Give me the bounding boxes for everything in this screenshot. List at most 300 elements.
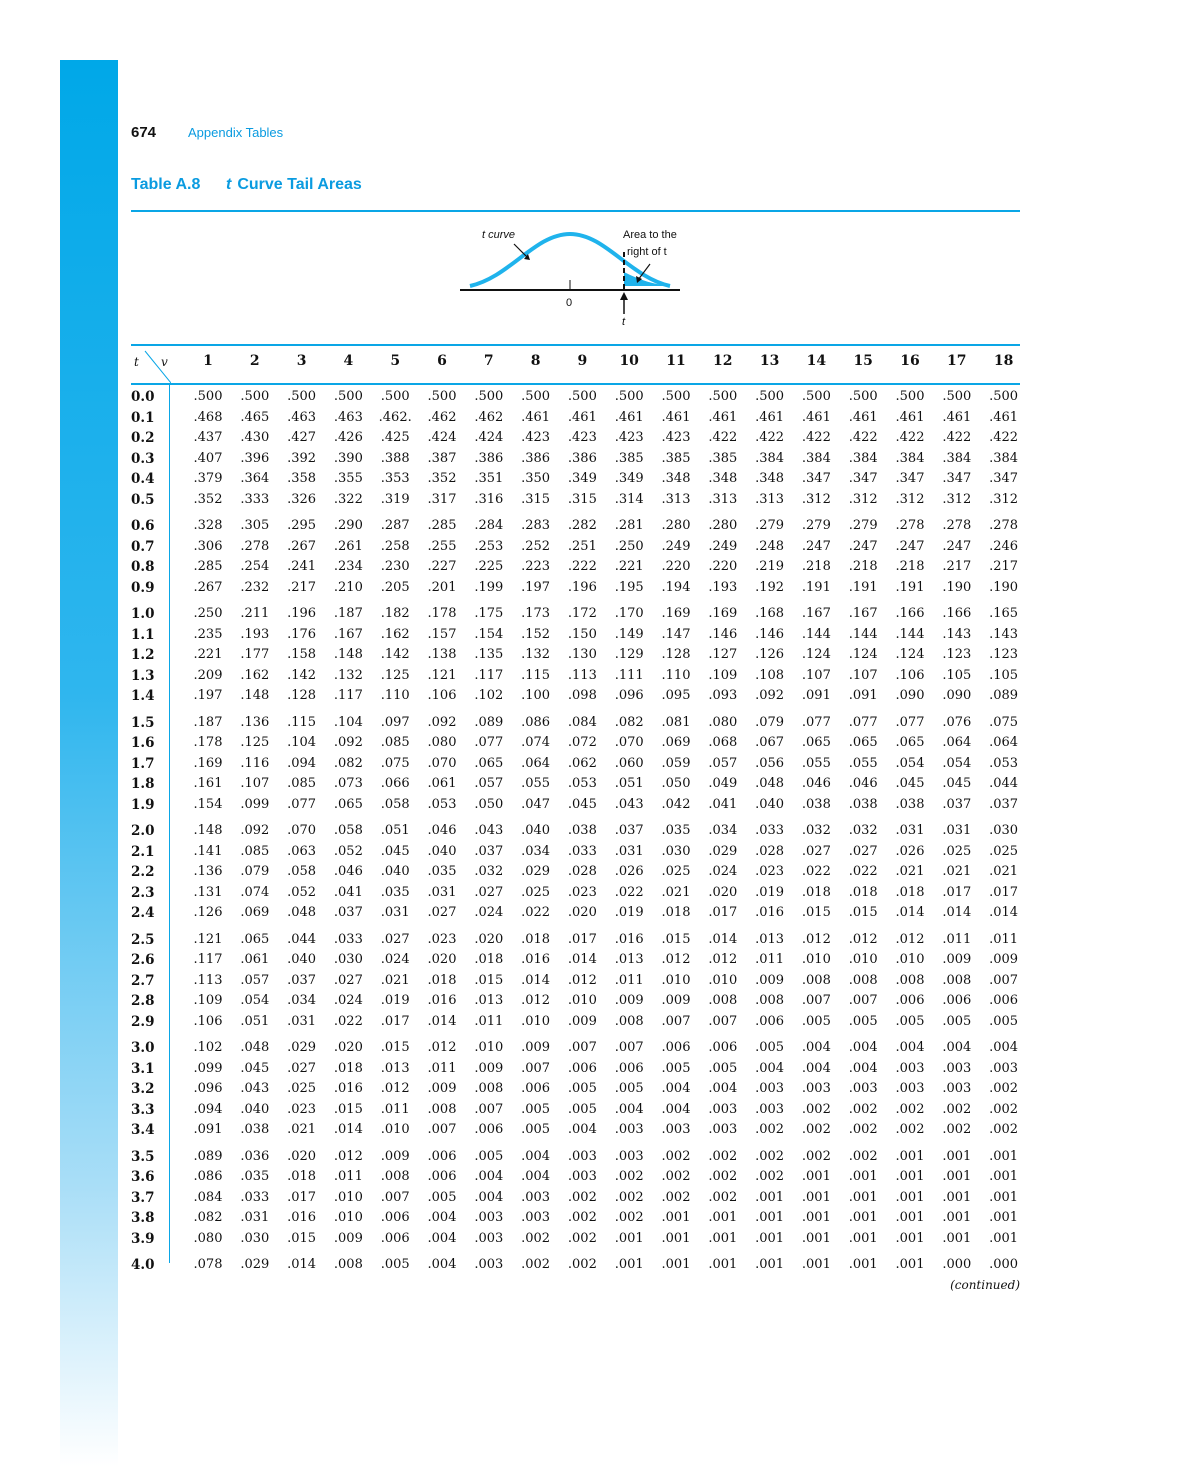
table-cell: .068 <box>708 735 738 750</box>
table-cell: .005 <box>380 1257 410 1272</box>
table-cell: .025 <box>942 843 972 859</box>
table-cell: .006 <box>614 1060 644 1076</box>
table-cell: .003 <box>614 1122 644 1137</box>
table-cell: .105 <box>989 667 1019 683</box>
table-cell: .126 <box>193 905 223 920</box>
table-cell: .326 <box>287 491 317 507</box>
table-cell: .001 <box>708 1257 738 1272</box>
table-cell: .001 <box>895 1189 925 1205</box>
table-cell: .178 <box>193 735 223 750</box>
table-cell: .032 <box>848 823 878 838</box>
table-cell: .172 <box>567 606 597 621</box>
table-cell: .081 <box>661 714 691 730</box>
table-cell: .040 <box>287 952 317 967</box>
table-cell: .089 <box>989 688 1019 703</box>
table-cell: .143 <box>942 626 972 642</box>
table-cell: .250 <box>614 538 644 554</box>
table-cell: .385 <box>708 450 738 466</box>
table-cell: .423 <box>614 430 644 445</box>
table-row <box>131 430 1020 451</box>
table-cell: .070 <box>614 735 644 750</box>
table-cell: .055 <box>848 755 878 771</box>
t-value: 2.0 <box>131 823 155 839</box>
table-cell: .084 <box>193 1189 223 1205</box>
table-cell: .105 <box>942 667 972 683</box>
area-label-line1: Area to the <box>623 229 677 241</box>
table-cell: .077 <box>848 714 878 730</box>
df-header-14: 14 <box>806 353 827 369</box>
table-cell: .014 <box>989 905 1019 920</box>
table-cell: .190 <box>942 579 972 595</box>
table-cell: .003 <box>614 1148 644 1164</box>
table-cell: .004 <box>661 1081 691 1096</box>
table-cell: .113 <box>567 667 597 683</box>
table-cell: .038 <box>848 796 878 812</box>
table-cell: .314 <box>614 491 644 507</box>
table-cell: .046 <box>848 776 878 791</box>
table-cell: .141 <box>193 843 223 859</box>
t-value: 2.6 <box>131 952 155 968</box>
table-cell: .422 <box>989 430 1019 445</box>
table-cell: .004 <box>474 1189 504 1205</box>
table-title-text: Curve Tail Areas <box>237 176 362 193</box>
curve-label: t curve <box>482 229 516 241</box>
table-cell: .010 <box>333 1210 363 1225</box>
table-cell: .006 <box>427 1148 457 1164</box>
table-cell: .500 <box>989 389 1019 404</box>
table-cell: .079 <box>240 864 270 879</box>
continued-note: (continued) <box>950 1278 1020 1292</box>
table-cell: .003 <box>661 1122 691 1137</box>
table-cell: .019 <box>380 993 410 1008</box>
t-value: 0.0 <box>131 389 155 405</box>
table-row <box>131 844 1020 865</box>
table-cell: .004 <box>427 1210 457 1225</box>
t-label: t <box>622 316 626 328</box>
table-cell: .142 <box>380 647 410 662</box>
table-row <box>131 580 1020 601</box>
table-cell: .252 <box>521 538 551 554</box>
t-value: 3.2 <box>131 1081 155 1097</box>
table-cell: .002 <box>895 1101 925 1117</box>
table-cell: .123 <box>989 647 1019 662</box>
table-cell: .317 <box>427 491 457 507</box>
table-cell: .004 <box>895 1040 925 1055</box>
table-cell: .032 <box>801 823 831 838</box>
table-cell: .461 <box>567 409 597 425</box>
table-cell: .255 <box>427 538 457 554</box>
df-header-2: 2 <box>249 353 260 369</box>
table-cell: .045 <box>942 776 972 791</box>
table-cell: .046 <box>801 776 831 791</box>
table-cell: .000 <box>989 1257 1019 1272</box>
table-cell: .008 <box>895 972 925 988</box>
table-cell: .125 <box>240 735 270 750</box>
table-cell: .004 <box>614 1101 644 1117</box>
table-cell: .002 <box>661 1169 691 1184</box>
table-cell: .021 <box>287 1122 317 1137</box>
table-cell: .017 <box>380 1013 410 1029</box>
table-cell: .127 <box>708 647 738 662</box>
table-cell: .500 <box>661 389 691 404</box>
table-cell: .128 <box>287 688 317 703</box>
table-cell: .003 <box>567 1169 597 1184</box>
table-cell: .004 <box>521 1148 551 1164</box>
table-cell: .136 <box>240 714 270 730</box>
table-cell: .001 <box>848 1230 878 1246</box>
table-cell: .218 <box>895 559 925 574</box>
t-value: 3.7 <box>131 1189 155 1206</box>
table-row <box>131 885 1020 906</box>
table-cell: .013 <box>614 952 644 967</box>
table-cell: .085 <box>380 735 410 750</box>
table-cell: .069 <box>240 905 270 920</box>
t-value: 1.1 <box>131 626 155 643</box>
table-cell: .384 <box>895 450 925 466</box>
table-cell: .008 <box>801 972 831 988</box>
table-cell: .007 <box>380 1189 410 1205</box>
table-cell: .348 <box>755 471 785 486</box>
table-cell: .001 <box>895 1210 925 1225</box>
table-cell: .461 <box>755 409 785 425</box>
table-cell: .082 <box>193 1210 223 1225</box>
table-cell: .316 <box>474 491 504 507</box>
table-cell: .022 <box>521 905 551 920</box>
table-cell: .384 <box>755 450 785 466</box>
df-header-12: 12 <box>713 353 733 369</box>
table-row <box>131 973 1020 994</box>
t-value: 0.4 <box>131 471 155 487</box>
table-cell: .007 <box>521 1060 551 1076</box>
table-cell: .003 <box>848 1081 878 1096</box>
table-cell: .061 <box>240 952 270 967</box>
table-cell: .012 <box>380 1081 410 1096</box>
table-cell: .167 <box>333 626 363 642</box>
t-value: 2.3 <box>131 884 155 901</box>
table-cell: .128 <box>661 647 691 662</box>
table-cell: .005 <box>848 1013 878 1029</box>
table-cell: .001 <box>755 1189 785 1205</box>
t-value: 1.5 <box>131 714 155 731</box>
table-row <box>131 1149 1020 1170</box>
t-value: 0.8 <box>131 559 155 575</box>
table-row <box>131 647 1020 668</box>
table-cell: .422 <box>755 430 785 445</box>
table-cell: .355 <box>333 471 363 486</box>
df-header-15: 15 <box>853 353 873 369</box>
table-cell: .050 <box>474 796 504 812</box>
t-value: 3.9 <box>131 1230 155 1247</box>
table-cell: .085 <box>240 843 270 859</box>
table-cell: .010 <box>567 993 597 1008</box>
table-cell: .349 <box>614 471 644 486</box>
table-cell: .074 <box>240 884 270 900</box>
table-cell: .279 <box>801 518 831 533</box>
table-cell: .117 <box>474 667 504 683</box>
table-cell: .117 <box>333 688 363 703</box>
table-cell: .086 <box>521 714 551 730</box>
table-cell: .052 <box>333 843 363 859</box>
table-cell: .287 <box>380 518 410 533</box>
table-cell: .100 <box>521 688 551 703</box>
table-cell: .003 <box>474 1230 504 1246</box>
table-cell: .029 <box>287 1040 317 1055</box>
table-cell: .002 <box>942 1101 972 1117</box>
table-cell: .030 <box>333 952 363 967</box>
table-cell: .080 <box>427 735 457 750</box>
table-row <box>131 627 1020 648</box>
table-cell: .005 <box>474 1148 504 1164</box>
table-cell: .003 <box>755 1081 785 1096</box>
table-cell: .284 <box>474 518 504 533</box>
table-cell: .072 <box>567 735 597 750</box>
t-arrow-head <box>620 292 628 300</box>
table-cell: .005 <box>895 1013 925 1029</box>
table-cell: .003 <box>474 1257 504 1272</box>
table-cell: .009 <box>427 1081 457 1096</box>
table-cell: .001 <box>895 1169 925 1184</box>
table-cell: .461 <box>848 409 878 425</box>
table-cell: .056 <box>755 755 785 771</box>
table-cell: .217 <box>989 559 1019 574</box>
table-cell: .029 <box>240 1257 270 1272</box>
table-cell: .016 <box>333 1081 363 1096</box>
table-cell: .154 <box>474 626 504 642</box>
table-cell: .014 <box>895 905 925 920</box>
t-value: 0.6 <box>131 518 155 534</box>
table-cell: .250 <box>193 606 223 621</box>
table-cell: .085 <box>287 776 317 791</box>
table-cell: .154 <box>193 796 223 812</box>
table-cell: .097 <box>380 714 410 730</box>
table-cell: .500 <box>333 389 363 404</box>
table-cell: .315 <box>567 491 597 507</box>
table-cell: .267 <box>287 538 317 554</box>
table-cell: .348 <box>661 471 691 486</box>
table-cell: .147 <box>661 626 691 642</box>
table-cell: .015 <box>333 1101 363 1117</box>
table-cell: .027 <box>474 884 504 900</box>
table-cell: .094 <box>193 1101 223 1117</box>
table-cell: .005 <box>521 1122 551 1137</box>
table-cell: .166 <box>942 606 972 621</box>
table-cell: .279 <box>848 518 878 533</box>
table-cell: .020 <box>567 905 597 920</box>
table-cell: .001 <box>942 1169 972 1184</box>
table-cell: .017 <box>287 1189 317 1205</box>
table-cell: .006 <box>895 993 925 1008</box>
table-cell: .258 <box>380 538 410 554</box>
table-cell: .012 <box>801 931 831 947</box>
table-cell: .002 <box>895 1122 925 1137</box>
table-cell: .002 <box>848 1101 878 1117</box>
table-cell: .001 <box>661 1210 691 1225</box>
table-cell: .048 <box>240 1040 270 1055</box>
table-cell: .011 <box>380 1101 410 1117</box>
table-cell: .003 <box>942 1060 972 1076</box>
table-cell: .500 <box>895 389 925 404</box>
table-cell: .313 <box>661 491 691 507</box>
table-cell: .007 <box>801 993 831 1008</box>
t-value: 3.8 <box>131 1210 155 1226</box>
table-cell: .011 <box>755 952 785 967</box>
table-cell: .065 <box>895 735 925 750</box>
table-cell: .002 <box>801 1148 831 1164</box>
table-cell: .167 <box>801 606 831 621</box>
table-cell: .313 <box>708 491 738 507</box>
table-cell: .352 <box>193 491 223 507</box>
t-value: 3.4 <box>131 1122 155 1138</box>
table-cell: .190 <box>989 579 1019 595</box>
table-cell: .023 <box>755 864 785 879</box>
table-cell: .016 <box>614 931 644 947</box>
table-cell: .312 <box>848 491 878 507</box>
table-cell: .017 <box>708 905 738 920</box>
table-cell: .001 <box>801 1257 831 1272</box>
table-cell: .500 <box>240 389 270 404</box>
table-cell: .038 <box>567 823 597 838</box>
table-cell: .090 <box>895 688 925 703</box>
table-cell: .002 <box>755 1122 785 1137</box>
table-cell: .500 <box>287 389 317 404</box>
table-cell: .285 <box>427 518 457 533</box>
table-cell: .037 <box>989 796 1019 812</box>
table-cell: .065 <box>474 755 504 771</box>
table-cell: .422 <box>848 430 878 445</box>
table-cell: .025 <box>661 864 691 879</box>
table-cell: .014 <box>942 905 972 920</box>
table-cell: .003 <box>895 1060 925 1076</box>
zero-label: 0 <box>566 297 573 309</box>
table-cell: .044 <box>287 931 317 947</box>
table-cell: .217 <box>287 579 317 595</box>
table-cell: .423 <box>567 430 597 445</box>
table-cell: .075 <box>989 714 1019 730</box>
table-cell: .000 <box>942 1257 972 1272</box>
table-cell: .001 <box>895 1230 925 1246</box>
table-row <box>131 1210 1020 1231</box>
table-cell: .066 <box>380 776 410 791</box>
table-cell: .070 <box>287 823 317 838</box>
table-cell: .001 <box>942 1189 972 1205</box>
table-cell: .099 <box>240 796 270 812</box>
table-cell: .191 <box>895 579 925 595</box>
table-cell: .033 <box>755 823 785 838</box>
table-cell: .500 <box>708 389 738 404</box>
table-cell: .040 <box>521 823 551 838</box>
table-cell: .022 <box>801 864 831 879</box>
table-row <box>131 471 1020 492</box>
table-cell: .036 <box>240 1148 270 1164</box>
table-cell: .001 <box>895 1257 925 1272</box>
table-cell: .109 <box>193 993 223 1008</box>
table-title-symbol: t <box>226 176 232 193</box>
table-cell: .092 <box>240 823 270 838</box>
table-row <box>131 1257 1020 1278</box>
table-body <box>131 389 1020 1278</box>
t-value: 3.5 <box>131 1148 155 1165</box>
table-cell: .027 <box>380 931 410 947</box>
table-cell: .055 <box>521 776 551 791</box>
table-cell: .209 <box>193 667 223 683</box>
table-cell: .001 <box>848 1189 878 1205</box>
table-cell: .021 <box>989 864 1019 879</box>
table-cell: .038 <box>895 796 925 812</box>
table-cell: .041 <box>708 796 738 812</box>
t-value: 1.6 <box>131 735 155 751</box>
table-cell: .027 <box>801 843 831 859</box>
df-header-18: 18 <box>993 353 1014 369</box>
table-cell: .037 <box>614 823 644 838</box>
table-cell: .092 <box>333 735 363 750</box>
table-cell: .500 <box>848 389 878 404</box>
table-cell: .427 <box>287 430 317 445</box>
table-cell: .201 <box>427 579 457 595</box>
table-cell: .461 <box>895 409 925 425</box>
table-cell: .461 <box>989 409 1019 425</box>
table-cell: .500 <box>755 389 785 404</box>
table-cell: .065 <box>801 735 831 750</box>
table-cell: .007 <box>427 1122 457 1137</box>
table-cell: .009 <box>614 993 644 1008</box>
table-cell: .388 <box>380 450 410 466</box>
table-cell: .012 <box>567 972 597 988</box>
table-cell: .422 <box>895 430 925 445</box>
table-cell: .048 <box>755 776 785 791</box>
table-cell: .115 <box>287 714 317 730</box>
table-cell: .012 <box>333 1148 363 1164</box>
table-cell: .462. <box>378 409 412 425</box>
df-header-5: 5 <box>390 353 401 369</box>
table-cell: .217 <box>942 559 972 574</box>
table-cell: .001 <box>989 1148 1019 1164</box>
table-cell: .028 <box>755 843 785 859</box>
table-cell: .002 <box>661 1148 691 1164</box>
table-cell: .106 <box>895 667 925 683</box>
table-cell: .045 <box>895 776 925 791</box>
table-cell: .034 <box>287 993 317 1008</box>
table-cell: .006 <box>380 1210 410 1225</box>
table-cell: .003 <box>989 1060 1019 1076</box>
table-cell: .027 <box>287 1060 317 1076</box>
table-label: Table A.8 <box>131 176 201 193</box>
t-value: 2.4 <box>131 905 155 921</box>
table-cell: .022 <box>848 864 878 879</box>
table-cell: .053 <box>989 755 1019 771</box>
table-cell: .012 <box>848 931 878 947</box>
table-cell: .003 <box>801 1081 831 1096</box>
table-cell: .351 <box>474 471 504 486</box>
table-cell: .005 <box>942 1013 972 1029</box>
table-cell: .313 <box>755 491 785 507</box>
table-cell: .003 <box>755 1101 785 1117</box>
df-header-1: 1 <box>203 353 213 369</box>
t-value: 3.6 <box>131 1169 155 1185</box>
table-cell: .037 <box>333 905 363 920</box>
table-cell: .022 <box>333 1013 363 1029</box>
table-cell: .031 <box>942 823 972 838</box>
table-cell: .035 <box>380 884 410 900</box>
table-cell: .004 <box>801 1040 831 1055</box>
table-row <box>131 952 1020 973</box>
table-cell: .002 <box>521 1230 551 1246</box>
table-cell: .110 <box>380 688 410 703</box>
table-cell: .017 <box>942 884 972 900</box>
table-cell: .162 <box>240 667 270 683</box>
table-cell: .012 <box>895 931 925 947</box>
table-cell: .193 <box>708 579 738 595</box>
table-cell: .010 <box>333 1189 363 1205</box>
